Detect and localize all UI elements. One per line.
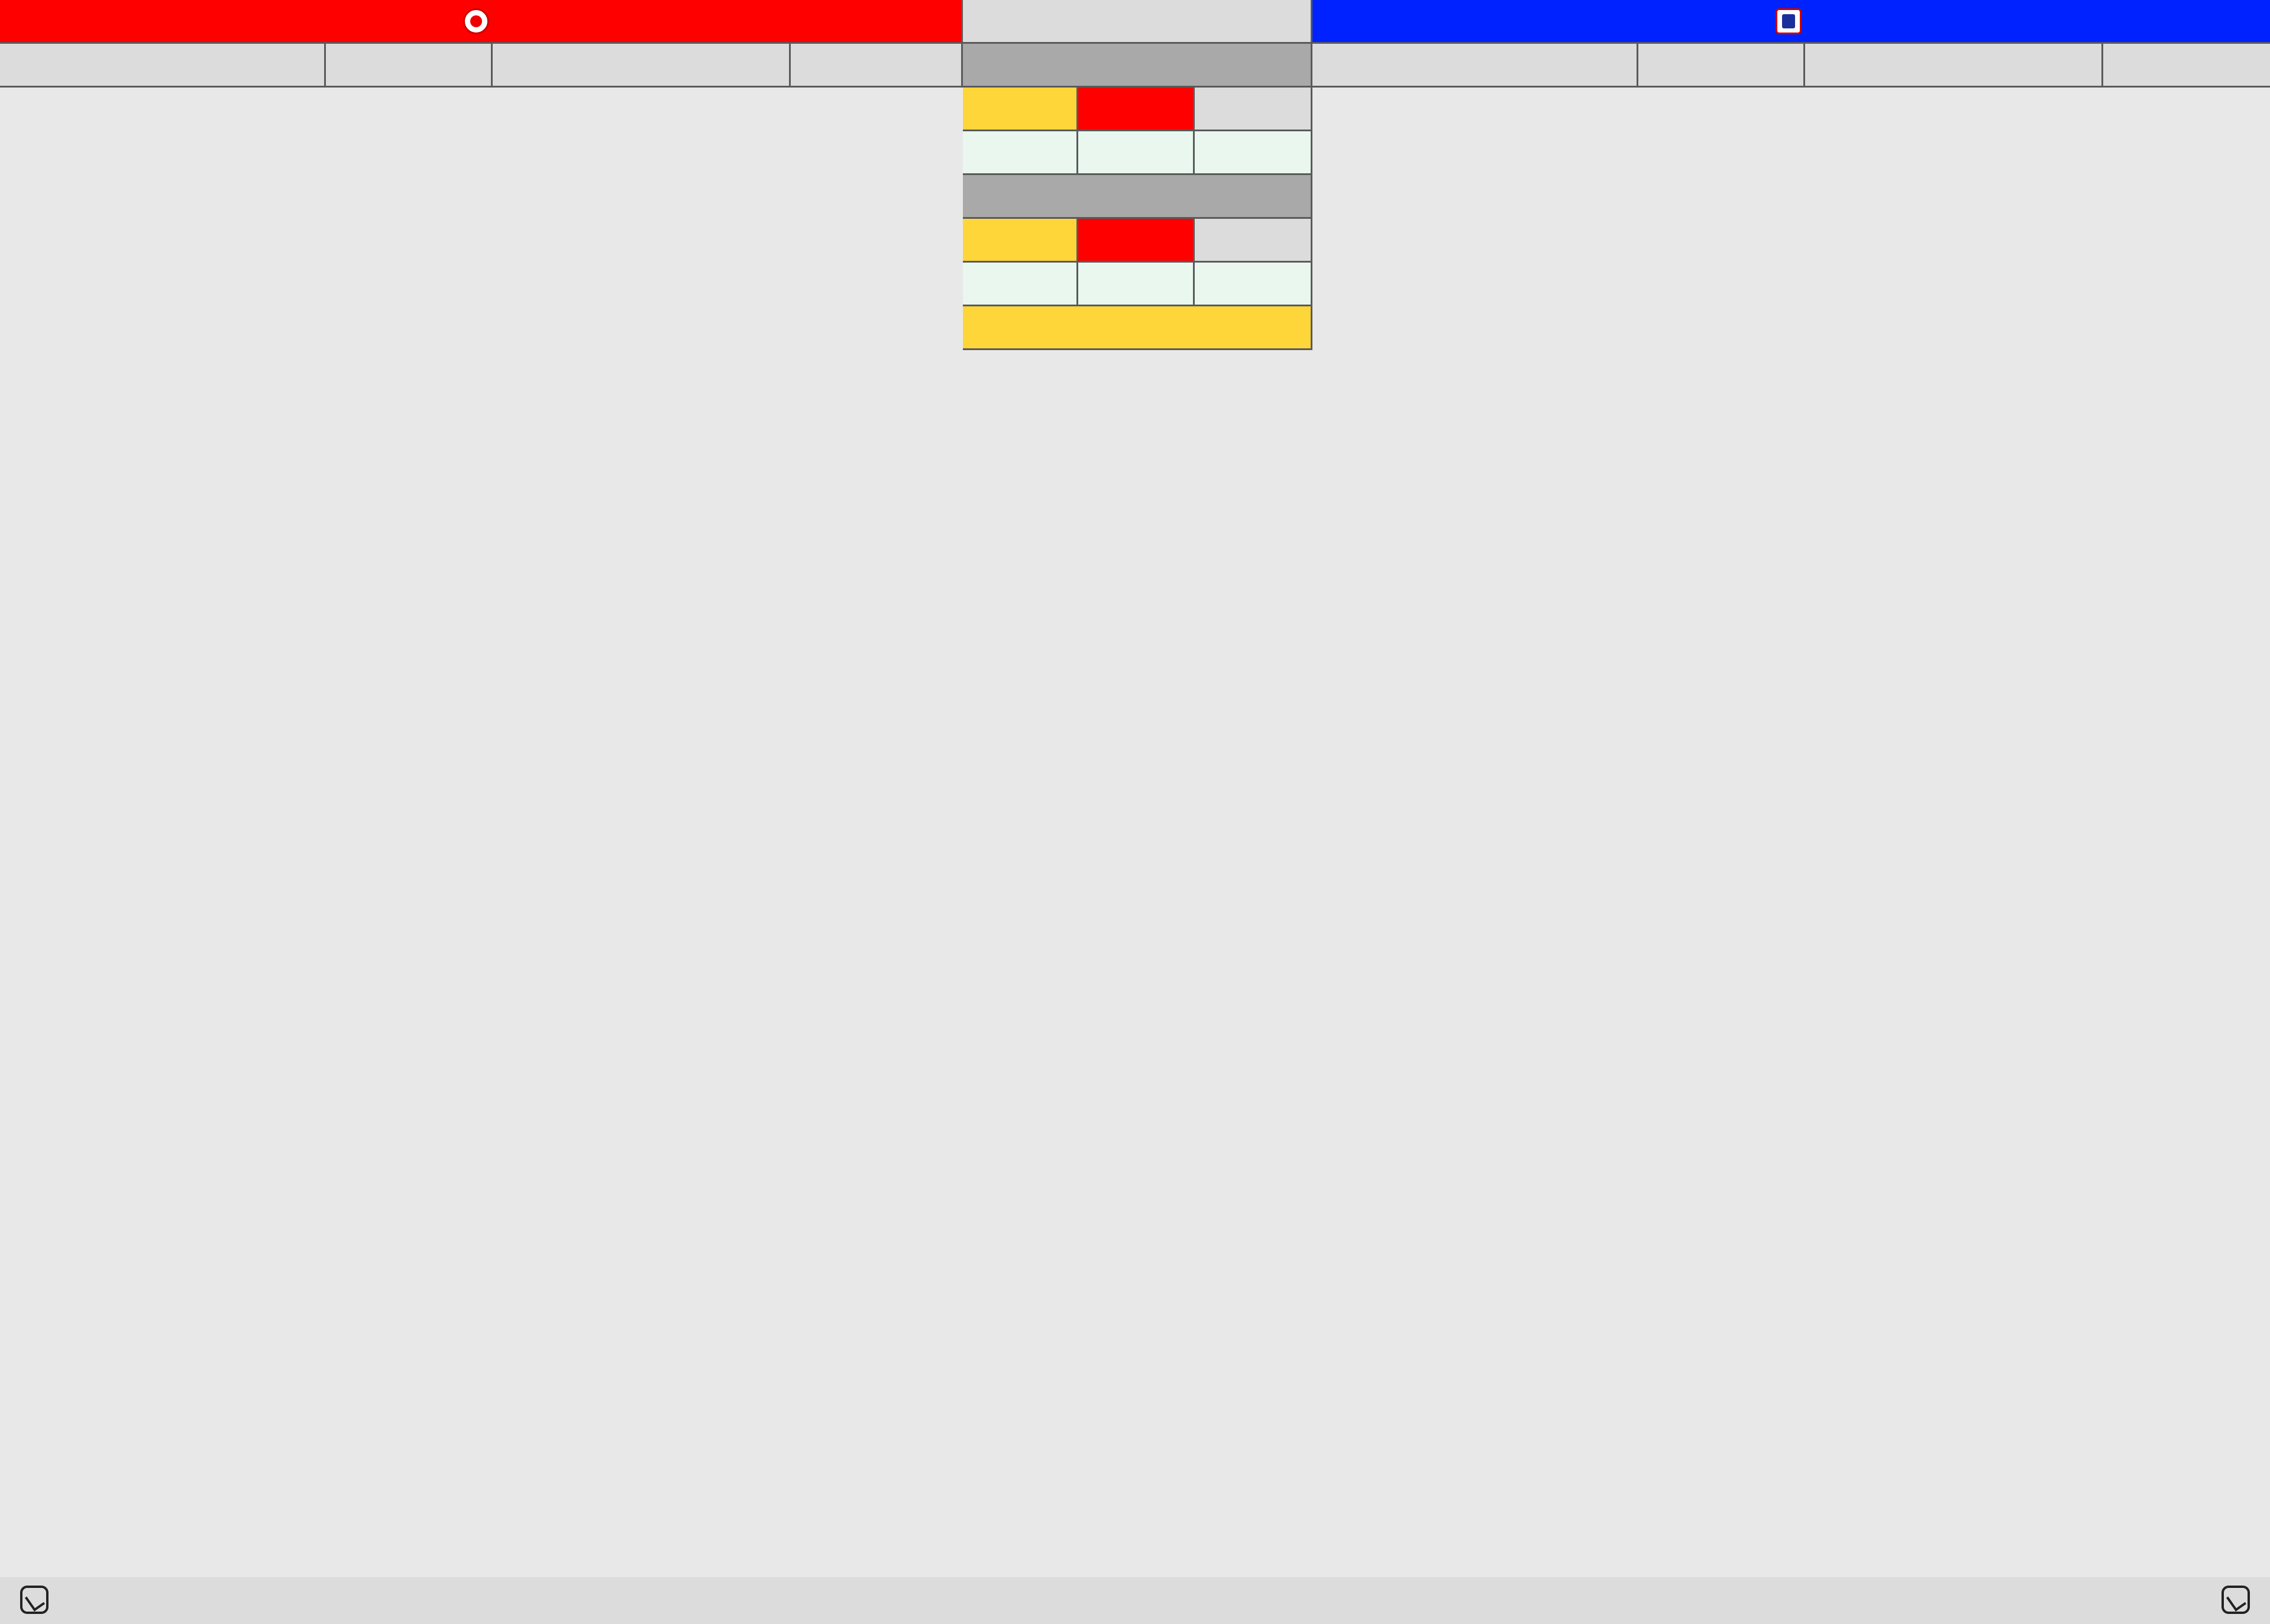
brand-logo-icon xyxy=(20,1586,48,1614)
home-team-stats-header-2 xyxy=(493,44,791,88)
twitter-handle[interactable] xyxy=(963,306,1312,350)
current-season-header xyxy=(963,44,1312,88)
away-hit-rates-header-2 xyxy=(2103,44,2270,88)
current-yellows-label xyxy=(963,88,1078,131)
home-hit-rates-header xyxy=(326,44,493,88)
career-yellows-label xyxy=(963,219,1078,263)
away-team-stats-header-2 xyxy=(1805,44,2103,88)
career-yellows-value xyxy=(963,263,1078,306)
current-fouls-value xyxy=(1195,131,1312,175)
top-area xyxy=(0,0,2270,350)
current-reds-value xyxy=(1078,131,1195,175)
home-hit-rates-header-2 xyxy=(791,44,963,88)
career-header xyxy=(963,175,1312,219)
career-fouls-label xyxy=(1195,219,1312,263)
away-team-header xyxy=(1312,0,2270,44)
current-yellows-value xyxy=(963,131,1078,175)
career-values xyxy=(963,263,1312,306)
brand-logo-icon xyxy=(2222,1586,2250,1614)
career-reds-value xyxy=(1078,263,1195,306)
current-fouls-label xyxy=(1195,88,1312,131)
career-reds-label xyxy=(1078,219,1195,263)
current-reds-label xyxy=(1078,88,1195,131)
career-labels xyxy=(963,219,1312,263)
career-fouls-value xyxy=(1195,263,1312,306)
crystal-palace-crest-icon xyxy=(1776,8,1802,34)
footer xyxy=(0,1577,2270,1624)
away-team-stats-header xyxy=(1312,44,1638,88)
home-team-stats-header xyxy=(0,44,326,88)
current-season-values xyxy=(963,131,1312,175)
brentford-crest-icon xyxy=(463,8,489,34)
home-team-header xyxy=(0,0,963,44)
away-hit-rates-header xyxy=(1638,44,1805,88)
referee-name xyxy=(963,0,1312,44)
current-season-labels xyxy=(963,88,1312,131)
